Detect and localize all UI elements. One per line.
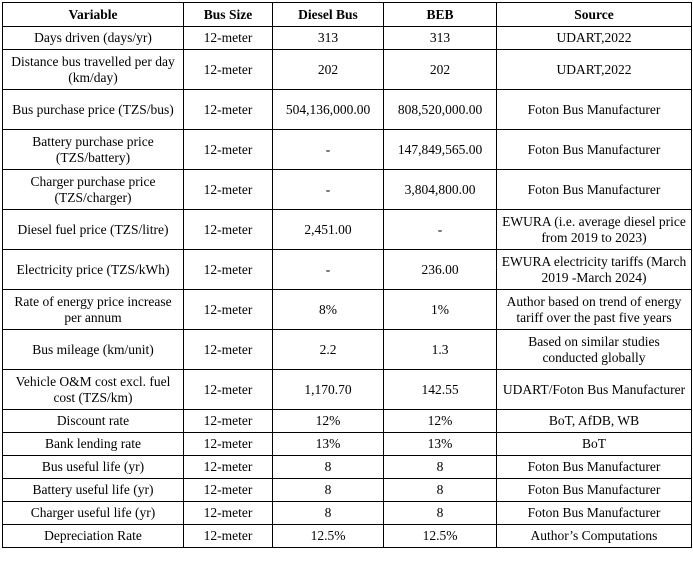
- header-bus-size: Bus Size: [184, 3, 273, 27]
- cell-diesel: 8: [273, 502, 384, 525]
- cell-bus-size: 12-meter: [184, 130, 273, 170]
- cell-source: UDART,2022: [497, 27, 692, 50]
- cell-source: BoT, AfDB, WB: [497, 410, 692, 433]
- cell-bus-size: 12-meter: [184, 525, 273, 548]
- header-variable: Variable: [3, 3, 184, 27]
- cell-bus-size: 12-meter: [184, 27, 273, 50]
- cell-source: Foton Bus Manufacturer: [497, 479, 692, 502]
- cell-bus-size: 12-meter: [184, 50, 273, 90]
- cell-variable: Discount rate: [3, 410, 184, 433]
- table-row: [3, 130, 692, 170]
- cell-bus-size: 12-meter: [184, 290, 273, 330]
- cell-variable: Diesel fuel price (TZS/litre): [3, 210, 184, 250]
- cell-source: Foton Bus Manufacturer: [497, 90, 692, 130]
- table-row: [3, 290, 692, 330]
- cell-diesel: 8%: [273, 290, 384, 330]
- cell-diesel: 313: [273, 27, 384, 50]
- table-row: [3, 250, 692, 290]
- table-row: [3, 330, 692, 370]
- cell-variable: Rate of energy price increase per annum: [3, 290, 184, 330]
- cell-variable: Charger useful life (yr): [3, 502, 184, 525]
- cell-variable: Distance bus travelled per day (km/day): [3, 50, 184, 90]
- table-row: [3, 90, 692, 130]
- parameters-table: [2, 2, 692, 548]
- cell-beb: 142.55: [384, 370, 497, 410]
- cell-variable: Bank lending rate: [3, 433, 184, 456]
- cell-diesel: 12.5%: [273, 525, 384, 548]
- cell-beb: 1%: [384, 290, 497, 330]
- cell-bus-size: 12-meter: [184, 210, 273, 250]
- cell-bus-size: 12-meter: [184, 502, 273, 525]
- cell-bus-size: 12-meter: [184, 410, 273, 433]
- cell-source: Author based on trend of energy tariff over the past five years: [497, 290, 692, 330]
- cell-bus-size: 12-meter: [184, 479, 273, 502]
- cell-diesel: 8: [273, 479, 384, 502]
- cell-variable: Bus mileage (km/unit): [3, 330, 184, 370]
- table-row: [3, 370, 692, 410]
- cell-source: Foton Bus Manufacturer: [497, 456, 692, 479]
- cell-bus-size: 12-meter: [184, 90, 273, 130]
- cell-bus-size: 12-meter: [184, 370, 273, 410]
- cell-bus-size: 12-meter: [184, 456, 273, 479]
- cell-diesel: 12%: [273, 410, 384, 433]
- cell-variable: Battery useful life (yr): [3, 479, 184, 502]
- cell-diesel: 504,136,000.00: [273, 90, 384, 130]
- cell-variable: Bus purchase price (TZS/bus): [3, 90, 184, 130]
- cell-diesel: 2,451.00: [273, 210, 384, 250]
- table-row: [3, 50, 692, 90]
- cell-beb: 808,520,000.00: [384, 90, 497, 130]
- cell-variable: Charger purchase price (TZS/charger): [3, 170, 184, 210]
- cell-source: UDART,2022: [497, 50, 692, 90]
- table-row: [3, 525, 692, 548]
- table-row: [3, 479, 692, 502]
- cell-diesel: -: [273, 250, 384, 290]
- cell-bus-size: 12-meter: [184, 330, 273, 370]
- cell-diesel: 8: [273, 456, 384, 479]
- cell-bus-size: 12-meter: [184, 433, 273, 456]
- cell-variable: Vehicle O&M cost excl. fuel cost (TZS/km): [3, 370, 184, 410]
- cell-source: Foton Bus Manufacturer: [497, 170, 692, 210]
- cell-beb: 8: [384, 479, 497, 502]
- cell-variable: Days driven (days/yr): [3, 27, 184, 50]
- table-row: [3, 210, 692, 250]
- header-diesel-bus: Diesel Bus: [273, 3, 384, 27]
- cell-diesel: 2.2: [273, 330, 384, 370]
- cell-beb: 236.00: [384, 250, 497, 290]
- cell-beb: 147,849,565.00: [384, 130, 497, 170]
- cell-diesel: 13%: [273, 433, 384, 456]
- cell-source: Author’s Computations: [497, 525, 692, 548]
- table-row: [3, 456, 692, 479]
- cell-beb: 12%: [384, 410, 497, 433]
- cell-beb: 12.5%: [384, 525, 497, 548]
- cell-source: Based on similar studies conducted globally: [497, 330, 692, 370]
- cell-beb: 13%: [384, 433, 497, 456]
- cell-diesel: -: [273, 130, 384, 170]
- cell-beb: -: [384, 210, 497, 250]
- header-source: Source: [497, 3, 692, 27]
- cell-variable: Depreciation Rate: [3, 525, 184, 548]
- cell-source: Foton Bus Manufacturer: [497, 502, 692, 525]
- cell-beb: 3,804,800.00: [384, 170, 497, 210]
- table-row: [3, 433, 692, 456]
- cell-beb: 313: [384, 27, 497, 50]
- cell-beb: 1.3: [384, 330, 497, 370]
- table-row: [3, 502, 692, 525]
- cell-source: UDART/Foton Bus Manufacturer: [497, 370, 692, 410]
- header-row: [3, 3, 692, 27]
- cell-source: EWURA electricity tariffs (March 2019 -March 2024): [497, 250, 692, 290]
- cell-variable: Bus useful life (yr): [3, 456, 184, 479]
- cell-bus-size: 12-meter: [184, 170, 273, 210]
- table-row: [3, 170, 692, 210]
- header-beb: BEB: [384, 3, 497, 27]
- cell-diesel: -: [273, 170, 384, 210]
- cell-source: BoT: [497, 433, 692, 456]
- table-row: [3, 410, 692, 433]
- cell-source: EWURA (i.e. average diesel price from 2019 to 2023): [497, 210, 692, 250]
- cell-bus-size: 12-meter: [184, 250, 273, 290]
- cell-beb: 202: [384, 50, 497, 90]
- cell-beb: 8: [384, 502, 497, 525]
- cell-diesel: 1,170.70: [273, 370, 384, 410]
- cell-diesel: 202: [273, 50, 384, 90]
- cell-source: Foton Bus Manufacturer: [497, 130, 692, 170]
- table-row: [3, 27, 692, 50]
- cell-beb: 8: [384, 456, 497, 479]
- cell-variable: Electricity price (TZS/kWh): [3, 250, 184, 290]
- cell-variable: Battery purchase price (TZS/battery): [3, 130, 184, 170]
